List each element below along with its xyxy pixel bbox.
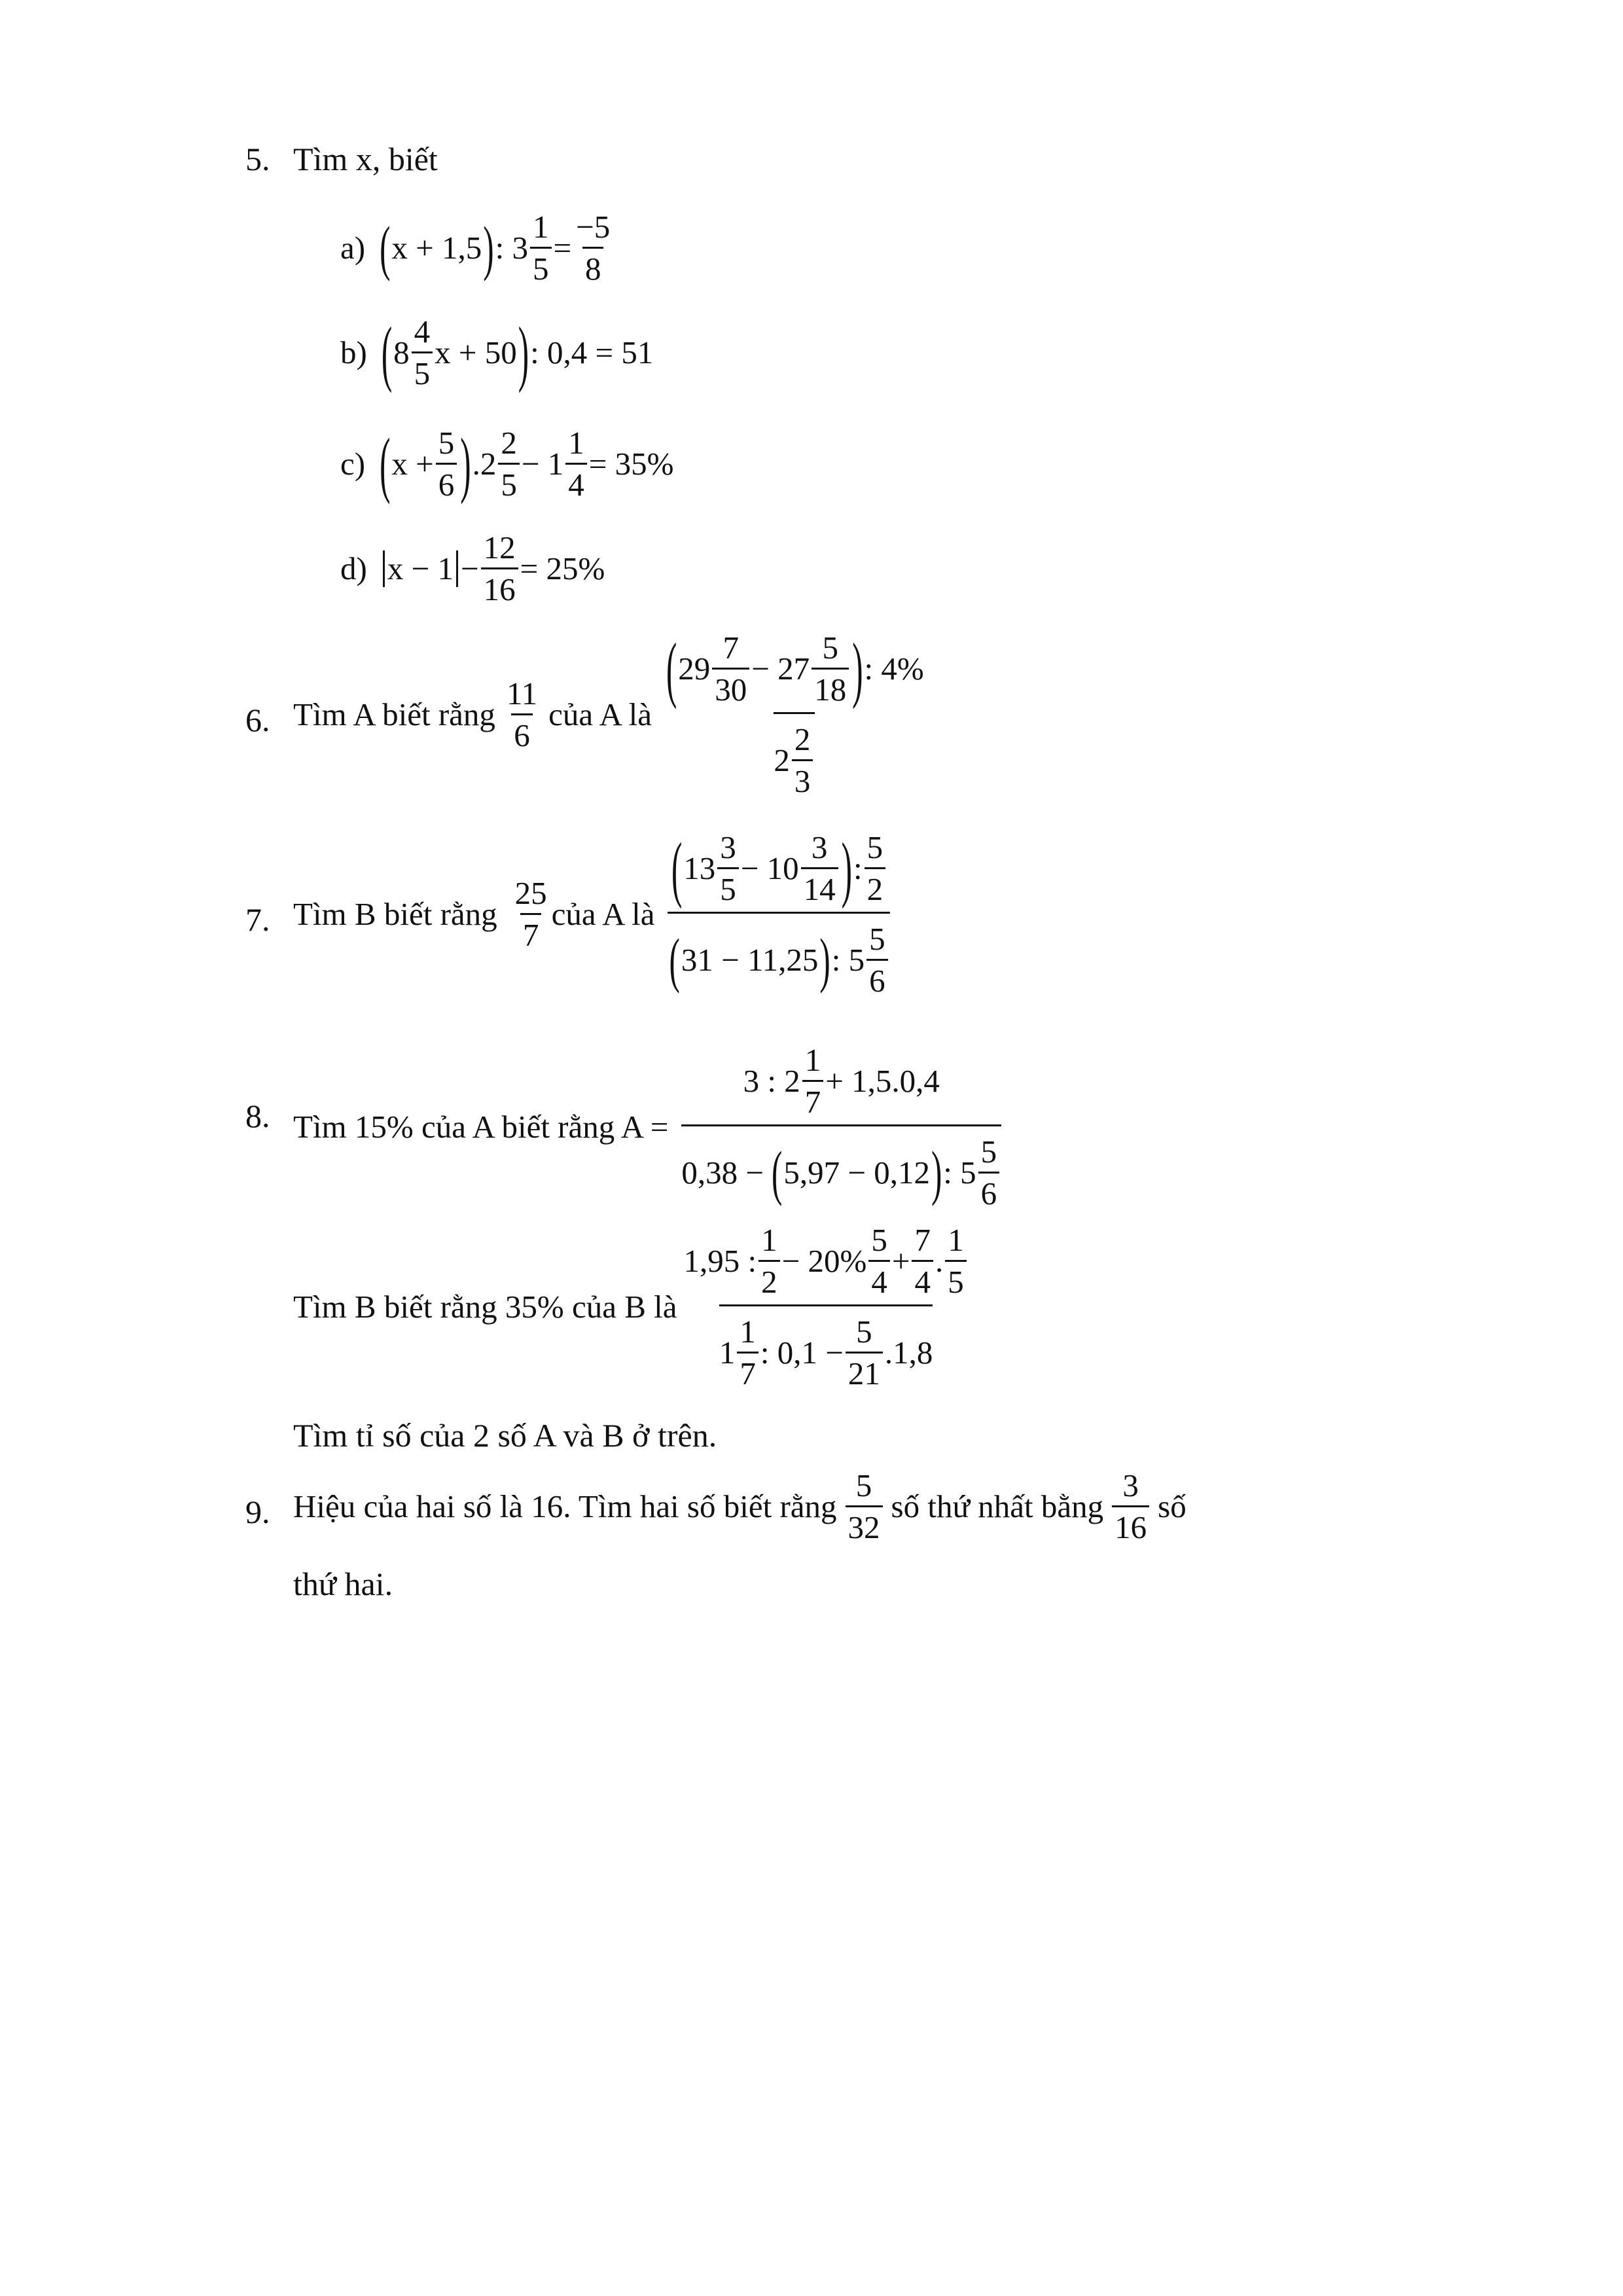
problem-8-B: Tìm B biết rằng 35% của B là 1,95 : $\frac{1}{2}$ − 20% $\frac{5}{4}$ + $\frac{7}{4}$ . $\frac{1}{5}$ 1 $\frac{1}{7}$ : 0,1 − $\frac{5}{21}$ .1,8: [293, 1224, 969, 1390]
problem-8-A: Tìm 15% của A biết rằng A = 3 : 2 $\frac{1}{7}$ + 1,5.0,4 0,38 − ( 5,97 − 0,12 ) : 5 $\frac{5}{6}$: [293, 1044, 1001, 1210]
label-b: b): [340, 334, 367, 370]
fraction: $\frac{11}{6}$: [506, 675, 538, 753]
fraction: $\frac{25}{7}$: [514, 875, 547, 953]
problem-9: Hiệu của hai số là 16. Tìm hai số biết rằng $\frac{5}{32}$ số thứ nhất bằng $\frac{3}{16}$ số: [293, 1467, 1186, 1545]
problem-5b: b) ( 8 $\frac{4}{5}$ x + 50 ) : 0,4 = 51: [340, 311, 654, 394]
label-c: c): [340, 446, 366, 482]
complex-fraction: 1,95 : $\frac{1}{2}$ − 20% $\frac{5}{4}$ + $\frac{7}{4}$ . $\frac{1}{5}$ 1 $\frac{1}{7}$ : 0,1 − $\frac{5}{21}$ .1,8: [684, 1224, 969, 1390]
problem-5d: d) x − 1 − $\frac{12}{16}$ = 25%: [340, 529, 605, 607]
fraction: $\frac{12}{16}$: [481, 531, 518, 605]
problem-5-title: Tìm x, biết: [293, 141, 438, 177]
problem-8-number: 8.: [245, 1098, 270, 1134]
label-a: a): [340, 230, 366, 266]
label-d: d): [340, 550, 367, 586]
fraction: $\frac{5}{6}$: [436, 427, 457, 501]
expr-part: : 3: [495, 230, 528, 266]
problem-6: Tìm A biết rằng $\frac{11}{6}$ của A là ( 29 $\frac{7}{30}$ − 27 $\frac{5}{18}$ ) : 4% 2 $\frac{2}{3}$: [293, 627, 924, 799]
fraction: $\frac{5}{32}$: [846, 1469, 883, 1543]
problem-5a: a) ( x + 1,5 ) : 3 $\frac{1}{5}$ = $\frac{-5}{8}$: [340, 211, 615, 285]
fraction: $\frac{1}{4}$: [565, 427, 587, 501]
expr-part: x + 1,5: [391, 230, 482, 266]
complex-fraction: ( 13 $\frac{3}{5}$ − 10 $\frac{3}{14}$ ) : $\frac{5}{2}$ ( 31 − 11,25 ) : 5 $\frac{5}{6}$: [668, 831, 889, 997]
fraction: $\frac{-5}{8}$: [576, 209, 611, 287]
problem-9-number: 9.: [245, 1494, 270, 1530]
fraction: $\frac{3}{16}$: [1112, 1469, 1149, 1543]
problem-7-number: 7.: [245, 901, 270, 938]
problem-9-continuation: thứ hai.: [293, 1566, 393, 1602]
problem-5-number: 5.: [245, 141, 270, 177]
fraction: $\frac{2}{5}$: [498, 427, 520, 501]
problem-5c: c) ( x + $\frac{5}{6}$ ) .2 $\frac{2}{5}$ − 1 $\frac{1}{4}$ = 35%: [340, 422, 674, 505]
fraction: $\frac{4}{5}$: [412, 315, 433, 389]
complex-fraction: 3 : 2 $\frac{1}{7}$ + 1,5.0,4 0,38 − ( 5,97 − 0,12 ) : 5 $\frac{5}{6}$: [681, 1044, 1001, 1210]
problem-8-ratio: Tìm tỉ số của 2 số A và B ở trên.: [293, 1417, 717, 1454]
problem-7: Tìm B biết rằng $\frac{25}{7}$ của A là ( 13 $\frac{3}{5}$ − 10 $\frac{3}{14}$ ) : $\frac{5}{2}$ ( 31 − 11,25 ) : 5 $\frac{5}{6}$: [293, 831, 890, 997]
problem-6-number: 6.: [245, 702, 270, 738]
complex-fraction: ( 29 $\frac{7}{30}$ − 27 $\frac{5}{18}$ ) : 4% 2 $\frac{2}{3}$: [666, 627, 924, 799]
fraction: $\frac{1}{5}$: [530, 211, 552, 285]
